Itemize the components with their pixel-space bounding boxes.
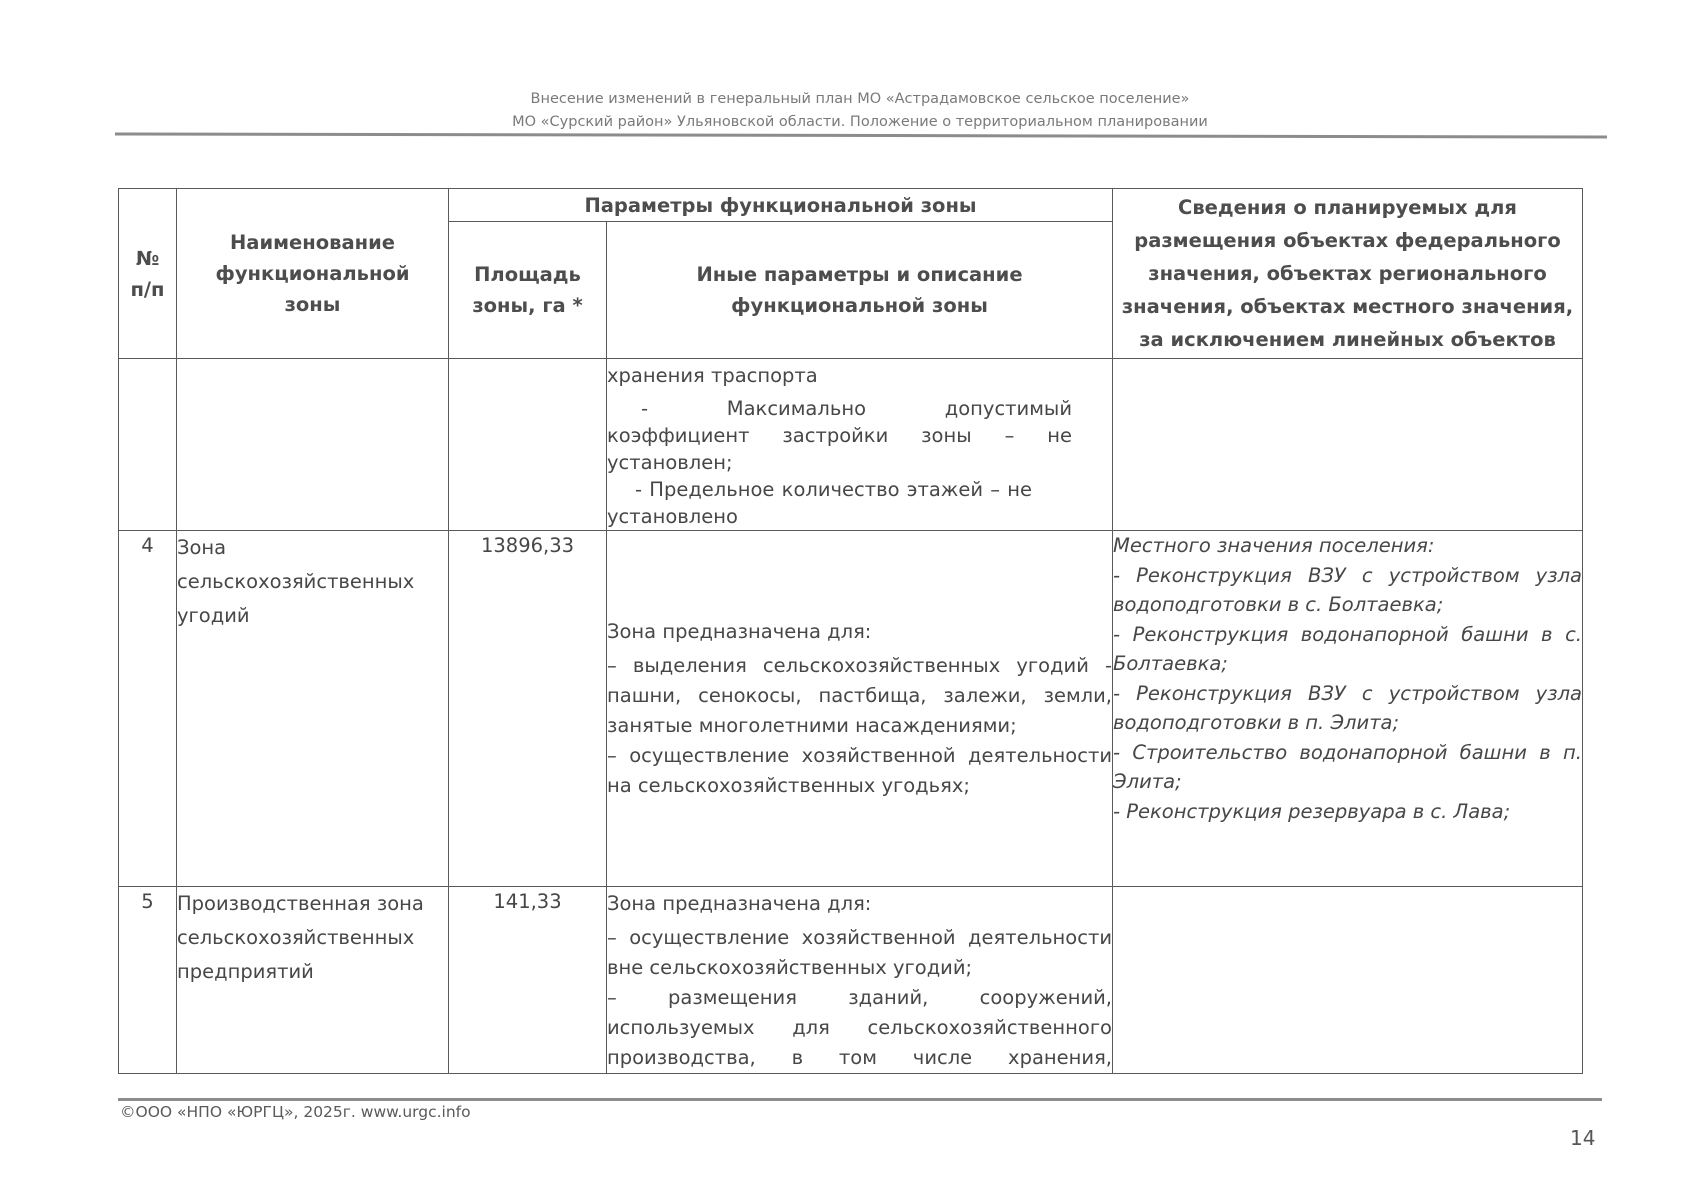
planned-objects	[1113, 887, 1583, 1074]
planned-object-item: - Реконструкция ВЗУ с устройством узла водоподготовки в п. Элита;	[1113, 681, 1582, 734]
column-header-area: Площадь зоны, га *	[449, 222, 607, 359]
description-line: Зона предназначена для:	[607, 892, 872, 915]
planned-objects-title: Местного значения поселения:	[1113, 534, 1435, 557]
description-line: Зона предназначена для:	[607, 620, 872, 643]
zone-name	[177, 359, 449, 531]
functional-zones-table	[118, 188, 1583, 1074]
column-group-header-parameters: Параметры функциональной зоны	[449, 189, 1113, 222]
planned-objects	[1113, 359, 1583, 531]
footer-divider	[118, 1098, 1602, 1101]
table-row	[119, 887, 1583, 1074]
zone-name: Зона сельскохозяйственных угодий	[177, 531, 449, 887]
page-number: 14	[1570, 1126, 1596, 1150]
header-line-2: МО «Сурский район» Ульяновской области. Положение о территориальном планировании	[512, 114, 1208, 130]
description-line: - Максимально допустимый коэффициент застройки зоны – не установлен;	[607, 397, 1072, 474]
zone-area: 13896,33	[449, 531, 607, 887]
planned-object-item: - Строительство водонапорной башни в п. Элита;	[1113, 740, 1582, 793]
zone-description	[607, 531, 1113, 887]
zone-area	[449, 359, 607, 531]
row-number: 4	[119, 531, 177, 887]
table-row	[119, 531, 1583, 887]
zone-description	[607, 887, 1113, 1074]
column-header-number: № п/п	[119, 189, 177, 359]
description-line: – осуществление хозяйственной деятельности вне сельскохозяйственных угодий;	[607, 926, 1112, 979]
column-header-planned-objects: Сведения о планируемых для размещения объектах федерального значения, объектах регионального значения, объектах местного значения, за исключением линейных объектов	[1113, 189, 1583, 359]
row-number: 5	[119, 887, 177, 1074]
planned-objects	[1113, 531, 1583, 887]
column-header-other-parameters: Иные параметры и описание функциональной зоны	[607, 222, 1113, 359]
zone-area: 141,33	[449, 887, 607, 1074]
table-row	[119, 359, 1583, 531]
planned-object-item: - Реконструкция ВЗУ с устройством узла водоподготовки в с. Болтаевка;	[1113, 563, 1582, 616]
description-line: – осуществление хозяйственной деятельности на сельскохозяйственных угодьях;	[607, 744, 1112, 797]
description-line: – размещения зданий, сооружений, используемых для сельскохозяйственного производства, в том числе хранения,	[607, 986, 1112, 1069]
copyright-text: ©ООО «НПО «ЮРГЦ», 2025г. www.urgc.info	[120, 1103, 471, 1121]
header-line-1: Внесение изменений в генеральный план МО «Астрадамовское сельское поселение»	[530, 91, 1190, 107]
planned-object-item: - Реконструкция резервуара в с. Лава;	[1113, 799, 1511, 823]
row-number	[119, 359, 177, 531]
zone-name: Производственная зона сельскохозяйственных предприятий	[177, 887, 449, 1074]
zone-description	[607, 359, 1113, 531]
description-line: - Предельное количество этажей – не установлено	[607, 478, 1032, 528]
planned-object-item: - Реконструкция водонапорной башни в с. Болтаевка;	[1113, 622, 1582, 675]
column-header-zone-name: Наименование функциональной зоны	[177, 189, 449, 359]
description-line: хранения траспорта	[607, 364, 818, 387]
description-line: – выделения сельскохозяйственных угодий - пашни, сенокосы, пастбища, залежи, земли, занятые многолетними насаждениями;	[607, 654, 1112, 737]
document-header	[115, 88, 1605, 134]
